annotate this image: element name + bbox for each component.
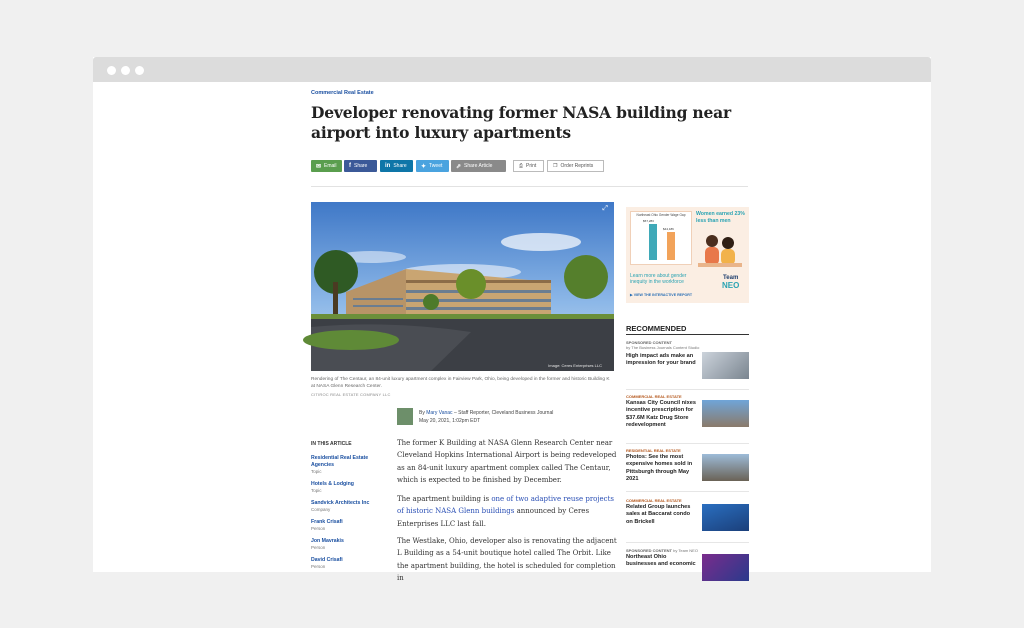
publish-date: May 20, 2021, 1:02pm EDT (419, 418, 481, 424)
window-dot-1[interactable] (107, 66, 116, 75)
email-share-button[interactable]: ✉ Email (311, 160, 342, 172)
advertisement[interactable] (626, 207, 749, 303)
window-dot-2[interactable] (121, 66, 130, 75)
author-avatar[interactable] (397, 408, 413, 425)
topic-link[interactable]: Residential Real Estate Agencies Topic (311, 455, 369, 474)
article-paragraph: The Westlake, Ohio, developer also is renovating the adjacent L Building as a 54-unit boutique hotel called The Orbit. Like the apartment building, the hotel is scheduled for completion in (397, 537, 617, 583)
printer-icon: ⎙ (519, 163, 524, 169)
recommended-item[interactable]: SPONSORED CONTENT by The Business Journals Content Studio High impact ads make an impression for your brand (626, 340, 749, 380)
ad-headline: Women earned 23% less than men (696, 211, 745, 224)
ad-bar (649, 224, 657, 260)
recommended-thumbnail (702, 554, 749, 581)
window-dot-3[interactable] (135, 66, 144, 75)
recommended-item[interactable]: RESIDENTIAL REAL ESTATE Photos: See the most expensive homes sold in Pittsburgh through May 2021 (626, 448, 749, 488)
linkedin-share-button[interactable]: in Share (380, 160, 413, 172)
in-this-article-heading: IN THIS ARTICLE (311, 441, 352, 447)
author-name-link[interactable]: Mary Vanac (426, 410, 453, 416)
person-link[interactable]: David Crisafi Person (311, 557, 343, 569)
envelope-icon: ✉ (316, 163, 322, 170)
person-link[interactable]: Frank Crisafi Person (311, 519, 343, 531)
recommended-item[interactable]: SPONSORED CONTENT by Team NEO Northeast Ohio businesses and economic (626, 548, 749, 578)
divider (311, 186, 748, 187)
ad-report-link[interactable]: ▶ VIEW THE INTERACTIVE REPORT (630, 293, 693, 297)
company-link[interactable]: Sandvick Architects Inc Company (311, 500, 370, 512)
linkedin-icon: in (385, 163, 391, 169)
building-rendering (311, 202, 614, 371)
print-button[interactable]: ⎙ Print (513, 160, 544, 172)
byline: By Mary Vanac – Staff Reporter, Cleveland Business Journal May 20, 2021, 1:02pm EDT (419, 410, 554, 424)
ad-chart: Northeast Ohio Gender Wage Gap $57,283 $44,186 (630, 211, 692, 265)
divider (626, 334, 749, 335)
recommended-item[interactable]: COMMERCIAL REAL ESTATE Related Group launches sales at Baccarat condo on Brickell (626, 498, 749, 538)
facebook-share-button[interactable]: f Share (344, 160, 377, 172)
window-titlebar (93, 57, 931, 82)
photo-credit-overlay: Image: Ceres Enterprises LLC (548, 363, 602, 368)
article-hero-image[interactable] (311, 202, 614, 371)
article-paragraph: The former K Building at NASA Glenn Research Center near Cleveland Hopkins International Airport is being redeveloped as an 84-unit luxury apartment complex called The Centaur, which is expected to be finished by December. (397, 439, 617, 485)
recommended-heading: RECOMMENDED (626, 324, 687, 333)
recommended-thumbnail (702, 504, 749, 531)
recommended-thumbnail (702, 400, 749, 427)
team-neo-logo: Team NEO (722, 275, 740, 290)
ad-illustration (698, 229, 742, 267)
recommended-item[interactable]: COMMERCIAL REAL ESTATE Kansas City Council nixes incentive prescription for $37.6M Katz Drug Store redevelopment (626, 394, 749, 442)
twitter-icon: ✦ (421, 163, 427, 170)
photo-caption: Rendering of The Centaur, an 84-unit luxury apartment complex in Fairview Park, Ohio, being developed in the former and historic Building K at NASA Glenn Research Center. (311, 377, 610, 389)
topic-link[interactable]: Hotels & Lodging Topic (311, 481, 354, 493)
facebook-icon: f (349, 163, 351, 169)
twitter-share-button[interactable]: ✦ Tweet (416, 160, 449, 172)
expand-icon[interactable]: ⤢ (602, 205, 608, 212)
photo-credit: CITIROC REAL ESTATE COMPANY LLC (311, 392, 391, 397)
ad-cta: Learn more about gender inequity in the workforce (630, 273, 687, 285)
ad-bar (667, 232, 675, 260)
article-paragraph: The apartment building is one of two adaptive reuse projects of historic NASA Glenn buildings announced by Ceres Enterprises LLC last fall. (397, 495, 615, 528)
share-article-button[interactable]: ⇗ Share Article (451, 160, 506, 172)
link-icon: ⇗ (456, 163, 462, 170)
copy-icon: ❐ (553, 163, 558, 169)
order-reprints-button[interactable]: ❐ Order Reprints (547, 160, 604, 172)
browser-window (93, 57, 931, 583)
recommended-thumbnail (702, 352, 749, 379)
article-kicker[interactable]: Commercial Real Estate (311, 90, 374, 96)
inline-article-link[interactable]: one of two adaptive reuse projects of historic NASA Glenn buildings (397, 495, 615, 516)
article-headline: Developer renovating former NASA building near airport into luxury apartments (311, 103, 731, 142)
person-link[interactable]: Jon Mavrakis Person (311, 538, 344, 550)
recommended-thumbnail (702, 454, 749, 481)
